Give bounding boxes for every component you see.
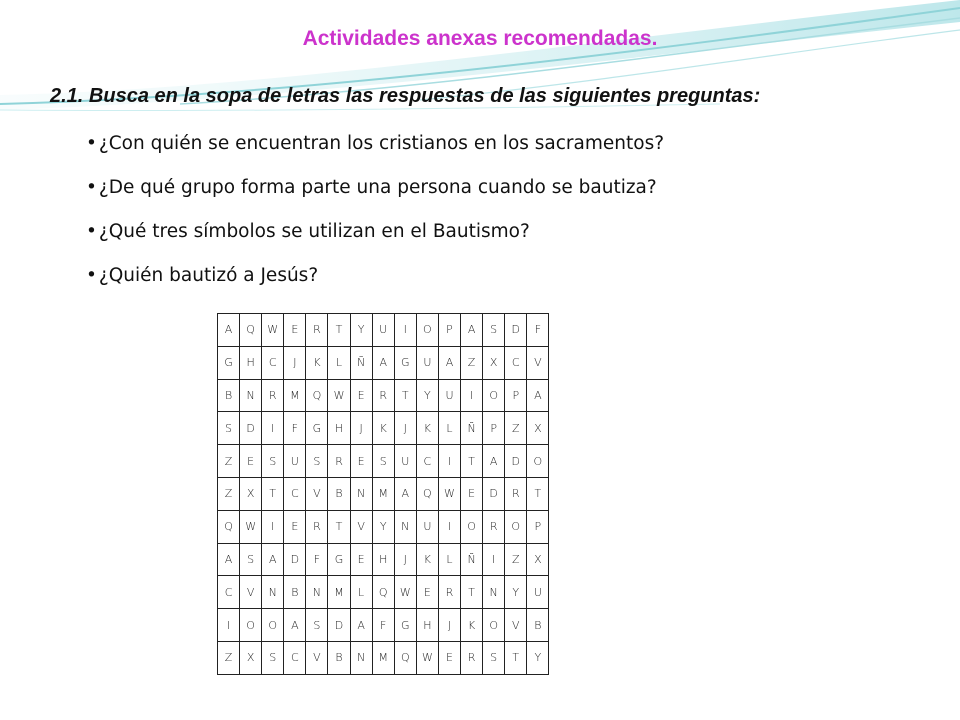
- grid-cell: C: [284, 477, 306, 510]
- grid-cell: C: [505, 346, 527, 379]
- grid-cell: A: [262, 543, 284, 576]
- grid-cell: D: [483, 477, 505, 510]
- grid-cell: W: [262, 314, 284, 347]
- grid-cell: K: [306, 346, 328, 379]
- grid-cell: G: [394, 346, 416, 379]
- grid-cell: Y: [416, 379, 438, 412]
- grid-cell: Q: [240, 314, 262, 347]
- grid-cell: T: [505, 641, 527, 674]
- grid-cell: D: [505, 445, 527, 478]
- grid-cell: A: [350, 609, 372, 642]
- grid-cell: A: [461, 314, 483, 347]
- grid-cell: Q: [218, 510, 240, 543]
- grid-cell: O: [240, 609, 262, 642]
- grid-cell: S: [262, 641, 284, 674]
- grid-cell: P: [505, 379, 527, 412]
- grid-cell: D: [505, 314, 527, 347]
- grid-cell: O: [527, 445, 549, 478]
- grid-cell: W: [240, 510, 262, 543]
- grid-cell: S: [306, 445, 328, 478]
- grid-cell: Z: [461, 346, 483, 379]
- question-item: • ¿Con quién se encuentran los cristianos en los sacramentos?: [86, 130, 664, 174]
- grid-cell: N: [240, 379, 262, 412]
- grid-cell: A: [284, 609, 306, 642]
- grid-cell: S: [483, 314, 505, 347]
- grid-cell: V: [306, 477, 328, 510]
- grid-cell: F: [306, 543, 328, 576]
- grid-cell: W: [394, 576, 416, 609]
- grid-cell: R: [438, 576, 460, 609]
- question-item: • ¿De qué grupo forma parte una persona cuando se bautiza?: [86, 174, 664, 218]
- grid-cell: E: [461, 477, 483, 510]
- grid-cell: W: [328, 379, 350, 412]
- grid-cell: K: [372, 412, 394, 445]
- grid-cell: K: [416, 412, 438, 445]
- grid-cell: A: [394, 477, 416, 510]
- grid-cell: P: [483, 412, 505, 445]
- grid-cell: U: [416, 510, 438, 543]
- grid-cell: Z: [505, 412, 527, 445]
- grid-cell: C: [262, 346, 284, 379]
- grid-cell: I: [218, 609, 240, 642]
- grid-cell: T: [394, 379, 416, 412]
- grid-cell: H: [240, 346, 262, 379]
- grid-cell: N: [483, 576, 505, 609]
- grid-cell: G: [218, 346, 240, 379]
- grid-cell: R: [306, 314, 328, 347]
- grid-row: [218, 543, 549, 576]
- grid-cell: B: [328, 477, 350, 510]
- grid-row: [218, 576, 549, 609]
- grid-cell: Q: [416, 477, 438, 510]
- grid-cell: I: [438, 445, 460, 478]
- word-search-grid: [217, 313, 549, 675]
- grid-cell: V: [350, 510, 372, 543]
- grid-cell: M: [328, 576, 350, 609]
- grid-cell: T: [262, 477, 284, 510]
- grid-cell: D: [328, 609, 350, 642]
- grid-row: [218, 346, 549, 379]
- grid-cell: C: [416, 445, 438, 478]
- grid-cell: Y: [527, 641, 549, 674]
- grid-cell: V: [527, 346, 549, 379]
- grid-cell: P: [438, 314, 460, 347]
- grid-cell: N: [350, 477, 372, 510]
- grid-cell: U: [372, 314, 394, 347]
- grid-cell: N: [306, 576, 328, 609]
- grid-cell: G: [306, 412, 328, 445]
- grid-cell: A: [483, 445, 505, 478]
- grid-cell: M: [284, 379, 306, 412]
- grid-cell: I: [461, 379, 483, 412]
- grid-cell: L: [328, 346, 350, 379]
- grid-cell: B: [328, 641, 350, 674]
- grid-cell: C: [218, 576, 240, 609]
- grid-cell: I: [394, 314, 416, 347]
- grid-cell: Z: [218, 477, 240, 510]
- grid-cell: O: [505, 510, 527, 543]
- grid-cell: R: [328, 445, 350, 478]
- grid-cell: R: [262, 379, 284, 412]
- grid-cell: J: [438, 609, 460, 642]
- grid-row: [218, 379, 549, 412]
- grid-cell: S: [218, 412, 240, 445]
- grid-row: [218, 510, 549, 543]
- grid-cell: S: [240, 543, 262, 576]
- grid-cell: T: [328, 314, 350, 347]
- grid-cell: F: [284, 412, 306, 445]
- grid-cell: E: [416, 576, 438, 609]
- activity-heading: 2.1. Busca en la sopa de letras las respuestas de las siguientes preguntas:: [50, 85, 761, 107]
- grid-cell: I: [483, 543, 505, 576]
- grid-cell: Ñ: [461, 412, 483, 445]
- grid-cell: Z: [218, 445, 240, 478]
- grid-cell: S: [483, 641, 505, 674]
- grid-cell: A: [527, 379, 549, 412]
- grid-cell: L: [350, 576, 372, 609]
- grid-cell: I: [262, 412, 284, 445]
- grid-cell: E: [350, 445, 372, 478]
- grid-cell: X: [240, 477, 262, 510]
- grid-cell: T: [461, 445, 483, 478]
- grid-cell: Z: [505, 543, 527, 576]
- grid-cell: B: [218, 379, 240, 412]
- grid-cell: J: [350, 412, 372, 445]
- grid-cell: U: [416, 346, 438, 379]
- grid-cell: A: [372, 346, 394, 379]
- grid-cell: E: [350, 379, 372, 412]
- grid-cell: N: [350, 641, 372, 674]
- grid-cell: Ñ: [461, 543, 483, 576]
- grid-cell: U: [394, 445, 416, 478]
- grid-cell: Y: [372, 510, 394, 543]
- grid-cell: H: [372, 543, 394, 576]
- grid-cell: F: [527, 314, 549, 347]
- grid-cell: I: [438, 510, 460, 543]
- grid-cell: E: [438, 641, 460, 674]
- grid-cell: O: [416, 314, 438, 347]
- grid-cell: G: [328, 543, 350, 576]
- grid-cell: J: [394, 543, 416, 576]
- grid-cell: J: [394, 412, 416, 445]
- grid-cell: R: [461, 641, 483, 674]
- grid-cell: R: [483, 510, 505, 543]
- grid-cell: Y: [350, 314, 372, 347]
- grid-cell: Z: [218, 641, 240, 674]
- grid-cell: Ñ: [350, 346, 372, 379]
- grid-cell: S: [306, 609, 328, 642]
- grid-row: [218, 609, 549, 642]
- grid-cell: X: [240, 641, 262, 674]
- grid-cell: H: [416, 609, 438, 642]
- grid-cell: D: [284, 543, 306, 576]
- grid-cell: T: [328, 510, 350, 543]
- grid-cell: D: [240, 412, 262, 445]
- grid-cell: H: [328, 412, 350, 445]
- grid-cell: V: [505, 609, 527, 642]
- grid-cell: V: [240, 576, 262, 609]
- grid-cell: O: [262, 609, 284, 642]
- grid-cell: J: [284, 346, 306, 379]
- grid-row: [218, 445, 549, 478]
- grid-cell: K: [416, 543, 438, 576]
- grid-cell: R: [306, 510, 328, 543]
- grid-cell: W: [416, 641, 438, 674]
- grid-cell: I: [262, 510, 284, 543]
- question-item: • ¿Qué tres símbolos se utilizan en el Bautismo?: [86, 218, 664, 262]
- grid-cell: Y: [505, 576, 527, 609]
- grid-row: [218, 641, 549, 674]
- grid-cell: W: [438, 477, 460, 510]
- question-item: • ¿Quién bautizó a Jesús?: [86, 262, 664, 306]
- grid-cell: R: [372, 379, 394, 412]
- grid-cell: E: [284, 314, 306, 347]
- grid-cell: T: [527, 477, 549, 510]
- grid-cell: G: [394, 609, 416, 642]
- grid-cell: X: [483, 346, 505, 379]
- grid-cell: U: [527, 576, 549, 609]
- grid-cell: N: [394, 510, 416, 543]
- grid-cell: O: [461, 510, 483, 543]
- grid-cell: O: [483, 379, 505, 412]
- grid-cell: O: [483, 609, 505, 642]
- grid-cell: M: [372, 641, 394, 674]
- grid-cell: A: [438, 346, 460, 379]
- grid-cell: F: [372, 609, 394, 642]
- grid-cell: B: [527, 609, 549, 642]
- grid-cell: L: [438, 412, 460, 445]
- grid-cell: X: [527, 543, 549, 576]
- grid-cell: A: [218, 314, 240, 347]
- grid-row: [218, 477, 549, 510]
- grid-cell: M: [372, 477, 394, 510]
- grid-cell: L: [438, 543, 460, 576]
- grid-cell: U: [284, 445, 306, 478]
- grid-cell: Q: [372, 576, 394, 609]
- grid-cell: E: [240, 445, 262, 478]
- grid-row: [218, 412, 549, 445]
- grid-cell: N: [262, 576, 284, 609]
- grid-cell: E: [350, 543, 372, 576]
- grid-cell: X: [527, 412, 549, 445]
- grid-cell: P: [527, 510, 549, 543]
- grid-cell: C: [284, 641, 306, 674]
- grid-cell: E: [284, 510, 306, 543]
- grid-cell: A: [218, 543, 240, 576]
- question-list: [86, 130, 664, 306]
- grid-cell: U: [438, 379, 460, 412]
- grid-cell: S: [262, 445, 284, 478]
- grid-cell: S: [372, 445, 394, 478]
- grid-cell: Q: [306, 379, 328, 412]
- grid-cell: K: [461, 609, 483, 642]
- grid-row: [218, 314, 549, 347]
- grid-cell: V: [306, 641, 328, 674]
- grid-cell: R: [505, 477, 527, 510]
- page-title: Actividades anexas recomendadas.: [302, 27, 658, 50]
- grid-cell: Q: [394, 641, 416, 674]
- grid-cell: B: [284, 576, 306, 609]
- grid-cell: T: [461, 576, 483, 609]
